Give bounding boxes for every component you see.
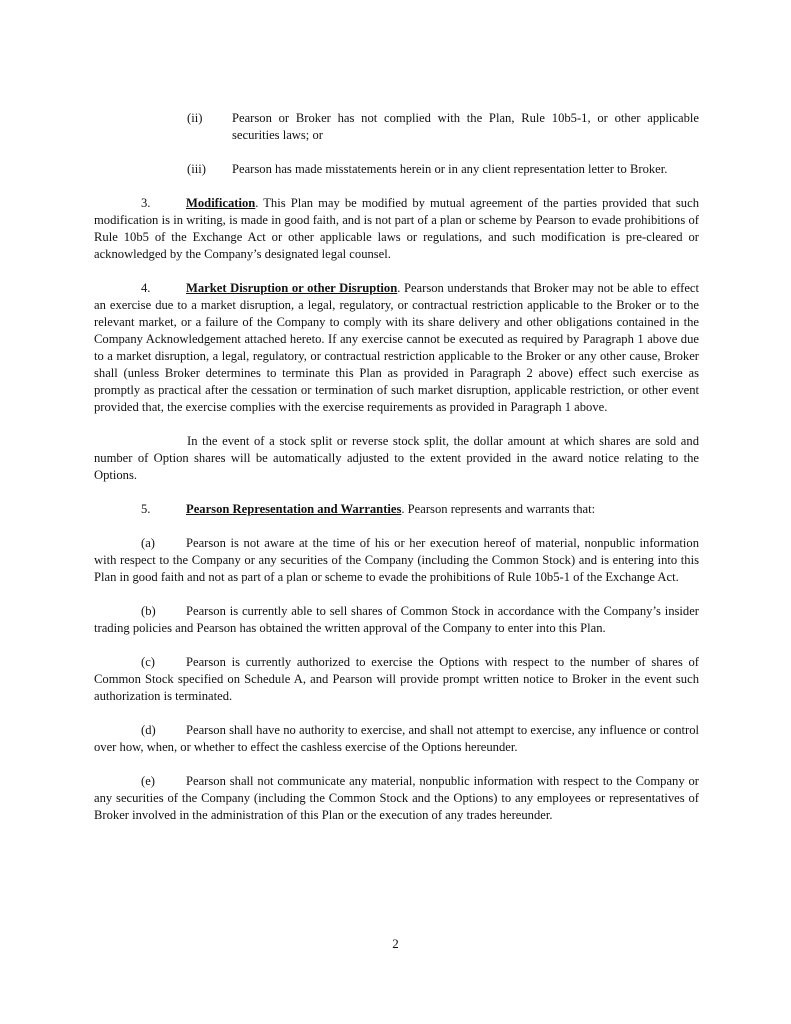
page-number: 2 [392, 936, 399, 951]
document-page [94, 110, 699, 841]
item-text: Pearson or Broker has not complied with the Plan, Rule 10b5-1, or other applicable securities laws; or [232, 111, 699, 142]
section-3-modification [94, 195, 699, 263]
section-text: . Pearson understands that Broker may not be able to effect an exercise due to a market disruption, a legal, regulatory, or contractual restriction applicable to the Broker or to the relevant market, or a failure of the Company to comply with its share delivery and other obligations contained in the Company Acknowledgement attached hereto. If any exercise cannot be executed as required by Paragraph 1 above due to a market disruption, a legal, regulatory, or contractual restriction applicable to the Broker or any other cause, Broker shall (unless Broker determines to terminate this Plan as provided in Paragraph 2 above) effect such exercise as promptly as practical after the cessation or termination of such market disruption, applicable restriction, or other event provided that, the exercise complies with the exercise requirements as provided in Paragraph 1 above. [94, 281, 699, 414]
section-text: . This Plan may be modified by mutual agreement of the parties provided that such modification is in writing, is made in good faith, and is not part of a plan or scheme by Pearson to evade prohibitions of Rule 10b5 of the Exchange Act or other applicable laws or regulations, and such modification is pre-cleared or acknowledged by the Company’s designated legal counsel. [94, 196, 699, 261]
section-heading: Market Disruption or other Disruption [186, 281, 398, 295]
item-label: (iii) [187, 162, 206, 176]
item-label: (e) [141, 774, 155, 788]
item-label: (d) [141, 723, 156, 737]
item-text: Pearson has made misstatements herein or in any client representation letter to Broker. [232, 162, 668, 176]
section-text: . Pearson represents and warrants that: [401, 502, 596, 516]
item-text: Pearson is currently able to sell shares of Common Stock in accordance with the Company’s insider trading policies and Pearson has obtained the written approval of the Company to enter into this Plan. [94, 604, 699, 635]
item-text: Pearson shall not communicate any material, nonpublic information with respect to the Company or any securities of the Company (including the Common Stock and the Options) to any employees or representatives of Broker involved in the administration of this Plan or the execution of any trades hereunder. [94, 774, 699, 822]
item-label: (a) [141, 536, 155, 550]
item-label: (ii) [187, 111, 203, 125]
list-item-iii [187, 161, 699, 178]
warranty-item-b [94, 603, 699, 637]
list-item-ii [187, 110, 699, 144]
item-text: Pearson is not aware at the time of his or her execution hereof of material, nonpublic information with respect to the Company or any securities of the Company (including the Common Stock) and is entering into this Plan in good faith and not as part of a plan or scheme to evade the prohibitions of Rule 10b5-1 of the Exchange Act. [94, 536, 699, 584]
section-4-market-disruption [94, 280, 699, 416]
item-text: Pearson shall have no authority to exercise, and shall not attempt to exercise, any influence or control over how, when, or whether to effect the cashless exercise of the Options hereunder. [94, 723, 699, 754]
item-label: (c) [141, 655, 155, 669]
section-4-stock-split-paragraph: In the event of a stock split or reverse stock split, the dollar amount at which shares are sold and number of Option shares will be automatically adjusted to the extent provided in the award notice relating to the Options. [94, 434, 699, 482]
warranty-item-a [94, 535, 699, 586]
section-number: 5. [141, 502, 151, 516]
item-text: Pearson is currently authorized to exercise the Options with respect to the number of shares of Common Stock specified on Schedule A, and Pearson will provide prompt written notice to Broker in the event such authorization is terminated. [94, 655, 699, 703]
section-number: 3. [141, 196, 151, 210]
section-number: 4. [141, 281, 151, 295]
section-heading: Modification [186, 196, 256, 210]
warranty-item-e [94, 773, 699, 824]
item-label: (b) [141, 604, 156, 618]
warranty-item-c [94, 654, 699, 705]
section-5-representations [94, 501, 699, 518]
section-heading: Pearson Representation and Warranties [186, 502, 402, 516]
warranty-item-d [94, 722, 699, 756]
